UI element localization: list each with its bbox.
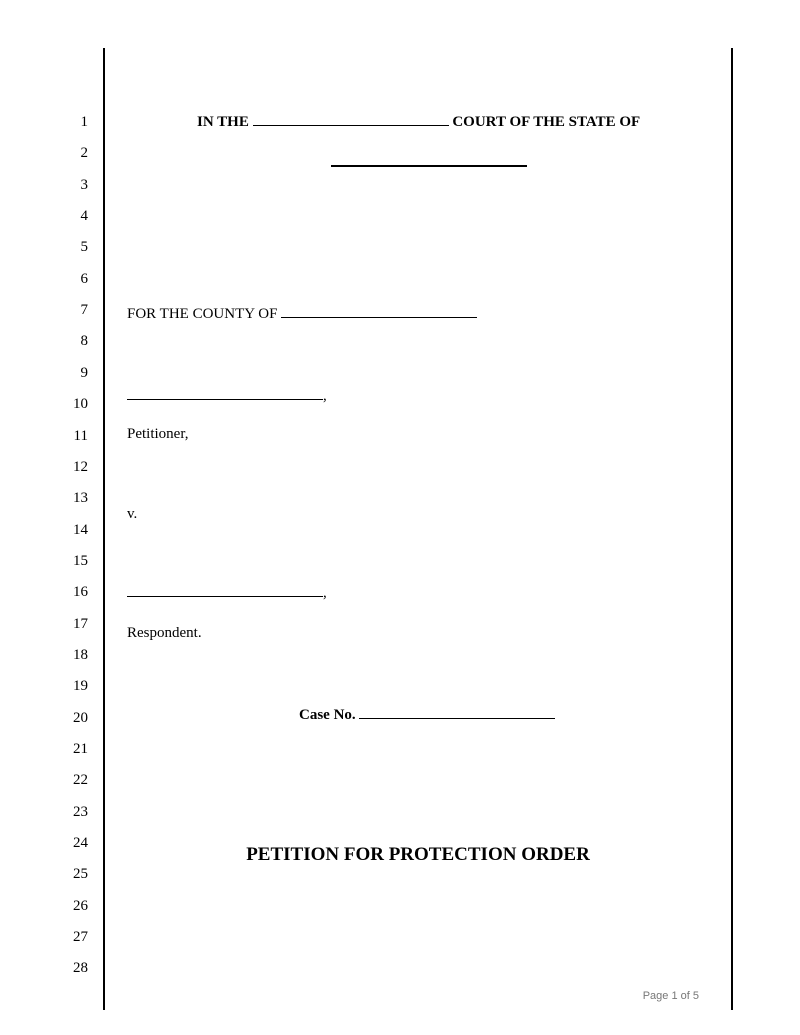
court-header bbox=[197, 112, 640, 131]
respondent-name-blank[interactable] bbox=[127, 583, 323, 597]
line-number: 11 bbox=[73, 428, 88, 444]
right-margin-rule bbox=[731, 48, 733, 1010]
county-label: FOR THE COUNTY OF bbox=[127, 306, 278, 322]
line-number: 16 bbox=[73, 584, 88, 600]
line-number: 24 bbox=[73, 835, 88, 851]
respondent-label: Respondent. bbox=[127, 625, 202, 641]
court-of-state-label: COURT OF THE STATE OF bbox=[452, 114, 641, 130]
line-number: 26 bbox=[73, 898, 88, 914]
line-number: 7 bbox=[80, 302, 88, 318]
line-number: 25 bbox=[73, 866, 88, 882]
petitioner-name-field[interactable] bbox=[127, 386, 327, 405]
line-number: 19 bbox=[73, 678, 88, 694]
line-number: 23 bbox=[73, 804, 88, 820]
line-number: 9 bbox=[80, 365, 88, 381]
county-line bbox=[127, 304, 477, 323]
line-number: 12 bbox=[73, 459, 88, 475]
line-number: 27 bbox=[73, 929, 88, 945]
line-number: 4 bbox=[80, 208, 88, 224]
county-name-blank[interactable] bbox=[281, 304, 477, 318]
document-title: PETITION FOR PROTECTION ORDER bbox=[246, 844, 590, 865]
page-indicator: Page 1 of 5 bbox=[642, 990, 699, 1002]
line-number: 17 bbox=[73, 616, 88, 632]
case-number-line bbox=[299, 705, 555, 724]
versus-label: v. bbox=[127, 506, 138, 522]
case-number-label: Case No. bbox=[299, 707, 356, 723]
petitioner-comma: , bbox=[323, 388, 327, 404]
line-number: 10 bbox=[73, 396, 88, 412]
respondent-name-field[interactable] bbox=[127, 583, 327, 602]
in-the-label: IN THE bbox=[197, 114, 249, 130]
line-number: 1 bbox=[80, 114, 88, 130]
line-number: 18 bbox=[73, 647, 88, 663]
line-number: 13 bbox=[73, 490, 88, 506]
line-number: 5 bbox=[80, 239, 88, 255]
line-number: 6 bbox=[80, 271, 88, 287]
line-number: 20 bbox=[73, 710, 88, 726]
case-number-blank[interactable] bbox=[359, 705, 555, 719]
line-number: 8 bbox=[80, 333, 88, 349]
line-number: 14 bbox=[73, 522, 88, 538]
line-number: 3 bbox=[80, 177, 88, 193]
line-number: 28 bbox=[73, 960, 88, 976]
court-name-blank[interactable] bbox=[253, 112, 449, 126]
state-name-blank[interactable] bbox=[331, 152, 527, 167]
line-number: 2 bbox=[80, 145, 88, 161]
state-name-field[interactable] bbox=[331, 152, 527, 172]
respondent-comma: , bbox=[323, 585, 327, 601]
petitioner-name-blank[interactable] bbox=[127, 386, 323, 400]
line-number: 22 bbox=[73, 772, 88, 788]
line-number: 15 bbox=[73, 553, 88, 569]
petitioner-label: Petitioner, bbox=[127, 426, 189, 442]
line-number: 21 bbox=[73, 741, 88, 757]
